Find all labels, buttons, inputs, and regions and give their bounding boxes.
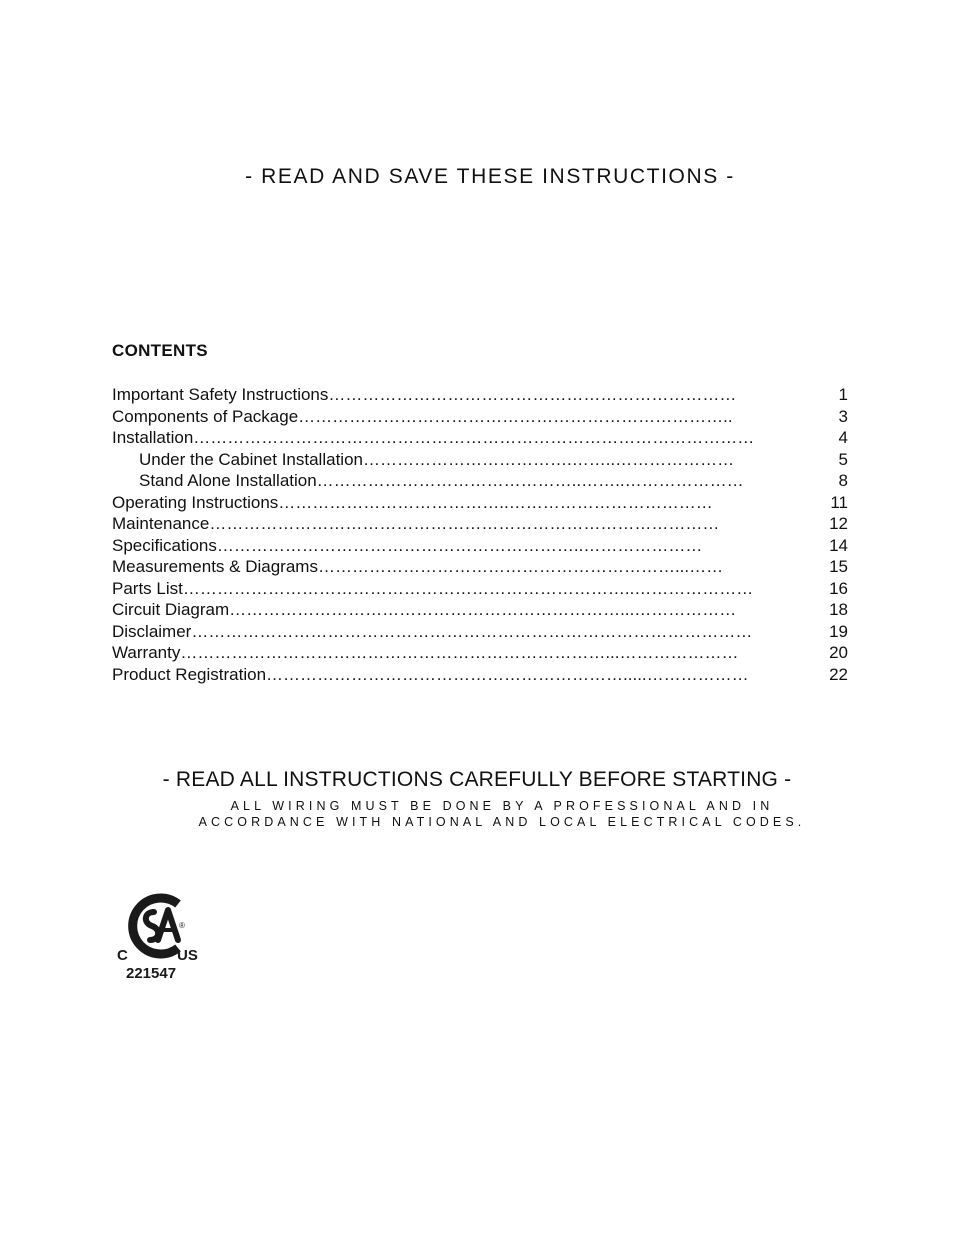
table-of-contents (112, 384, 848, 685)
csa-us-label: US (177, 947, 198, 964)
csa-registered-mark: ® (179, 921, 185, 930)
toc-row (112, 642, 848, 664)
toc-row (112, 535, 848, 557)
toc-row (112, 556, 848, 578)
toc-entry-title: Circuit Diagram……………………………………………………………...……………… (112, 600, 737, 619)
toc-row (112, 427, 848, 449)
toc-entry-page: 15 (829, 557, 848, 576)
read-instructions-warning: - READ ALL INSTRUCTIONS CAREFULLY BEFORE STARTING - (162, 768, 792, 791)
toc-entry-title: Specifications………………………………………………………..………………… (112, 535, 703, 555)
toc-row (112, 664, 848, 686)
toc-row (112, 578, 848, 600)
toc-entry-title: Installation……………………………………………………………………………………… (112, 428, 755, 447)
toc-entry-page: 3 (838, 406, 848, 426)
toc-entry-page: 1 (838, 385, 848, 404)
toc-row (112, 449, 848, 471)
toc-entry-title: Important Safety Instructions……………………………………………………………… (112, 385, 737, 404)
toc-entry-page: 8 (838, 471, 848, 490)
toc-entry-page: 12 (829, 514, 848, 533)
toc-entry-title: Maintenance……………………………………………………………………………… (112, 514, 720, 533)
toc-row (112, 599, 848, 621)
wiring-notice-line-2: ACCORDANCE WITH NATIONAL AND LOCAL ELECTRICAL CODES. (198, 815, 806, 829)
toc-entry-page: 22 (829, 664, 848, 684)
toc-entry-page: 20 (829, 643, 848, 662)
toc-row (112, 384, 848, 406)
toc-entry-title: Stand Alone Installation………………………………………..……..………………… (139, 471, 744, 490)
csa-c-label: C (117, 947, 128, 964)
toc-entry-title: Product Registration……………………………………………………….....……………… (112, 664, 749, 684)
page-title: - READ AND SAVE THESE INSTRUCTIONS - (245, 165, 735, 188)
toc-row (112, 513, 848, 535)
toc-entry-page: 5 (838, 449, 848, 469)
toc-entry-page: 16 (829, 578, 848, 598)
toc-entry-title: Warranty…………………………………………………………………...………………… (112, 643, 739, 662)
toc-row (112, 406, 848, 428)
toc-entry-title: Disclaimer……………………………………………………………………………………… (112, 621, 753, 641)
toc-row (112, 621, 848, 643)
toc-entry-page: 11 (830, 492, 848, 512)
csa-certificate-number: 221547 (126, 965, 177, 982)
csa-certification-icon (116, 890, 208, 982)
toc-entry-title: Operating Instructions…………………………………..……………………………… (112, 492, 713, 512)
toc-entry-page: 14 (829, 535, 848, 555)
toc-entry-title: Components of Package………………………………………………………………….. (112, 406, 733, 426)
wiring-notice-line-1: ALL WIRING MUST BE DONE BY A PROFESSIONAL AND IN (230, 799, 774, 813)
toc-entry-page: 19 (829, 621, 848, 641)
toc-entry-title: Measurements & Diagrams………………………………………………………...…… (112, 557, 724, 576)
toc-entry-title: Under the Cabinet Installation……………………………….……..………………… (139, 449, 735, 469)
toc-entry-title: Parts List……………………………………………………………………..………………… (112, 578, 754, 598)
toc-entry-page: 18 (829, 600, 848, 619)
toc-entry-page: 4 (838, 428, 848, 447)
toc-row (112, 470, 848, 492)
contents-heading: CONTENTS (112, 341, 208, 360)
toc-row (112, 492, 848, 514)
